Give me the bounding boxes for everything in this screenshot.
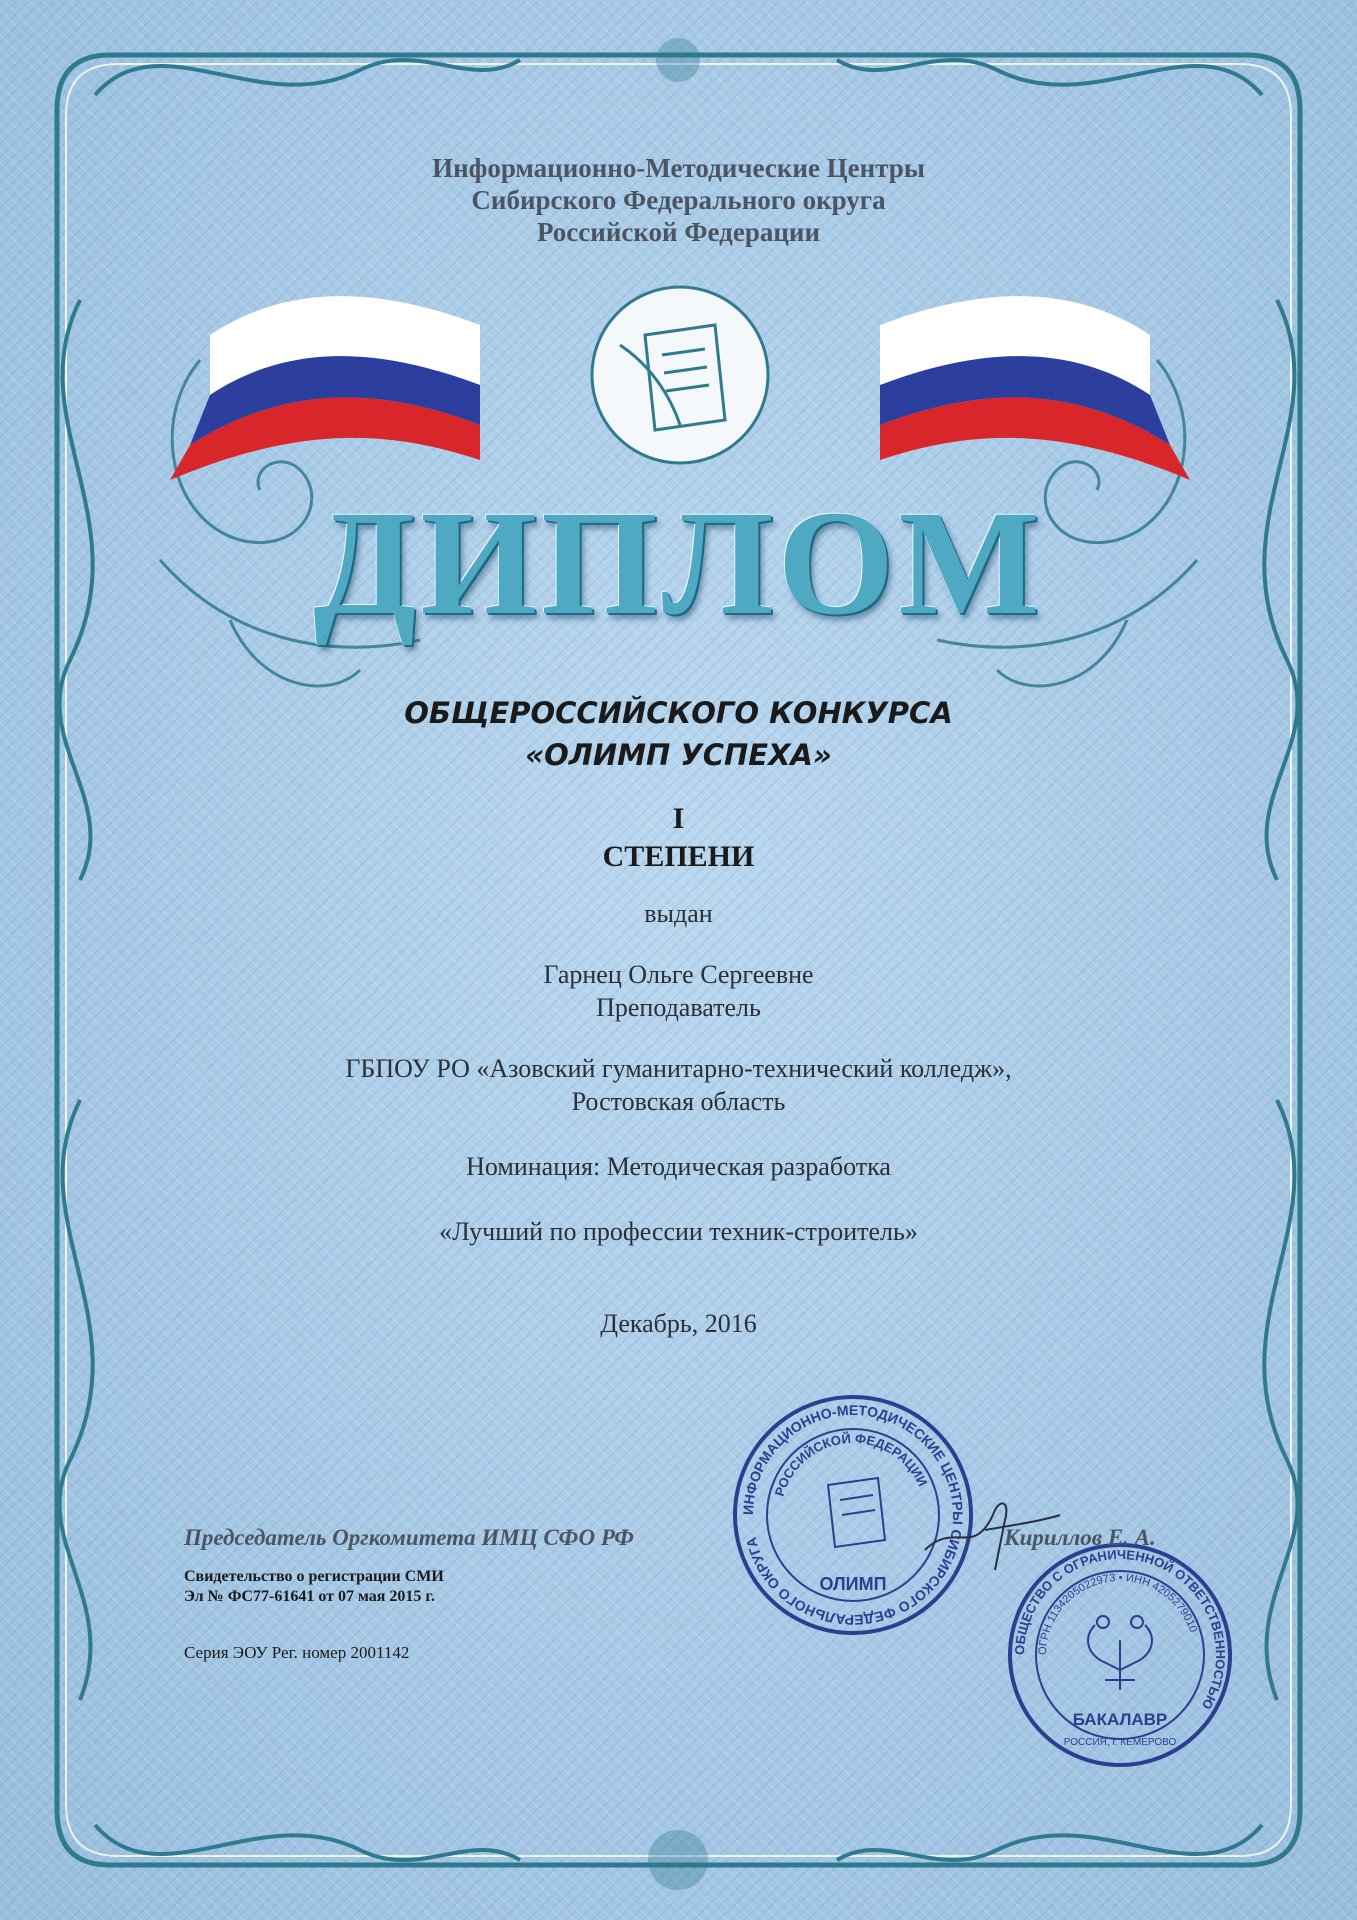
organization-header — [0, 152, 1357, 248]
chair-title: Председатель Оргкомитета ИМЦ СФО РФ — [184, 1525, 634, 1550]
bakalavr-stamp-city: РОССИЯ, г. КЕМЕРОВО — [1063, 1737, 1177, 1748]
registration-info — [184, 1567, 444, 1607]
contest-name — [0, 692, 1357, 776]
org-line-3: Российской Федерации — [536, 217, 821, 247]
org-line-2: Сибирского Федерального округа — [471, 185, 886, 215]
recipient-block — [0, 958, 1357, 1024]
work-title: «Лучший по профессии техник-строитель» — [439, 1217, 918, 1246]
institution-name: ГБПОУ РО «Азовский гуманитарно-технический колледж», — [345, 1054, 1012, 1083]
diploma-title: ДИПЛОМ — [313, 480, 1044, 646]
svg-text:ОГРН 1134205022973 • ИНН 42052 — [1037, 1572, 1199, 1655]
contest-line-1: ОБЩЕРОССИЙСКОГО КОНКУРСА — [404, 696, 953, 730]
org-line-1: Информационно-Методические Центры — [432, 153, 925, 183]
recipient-position: Преподаватель — [596, 993, 761, 1022]
degree-label: СТЕПЕНИ — [602, 840, 755, 873]
flag-ribbon — [150, 255, 1210, 495]
registration-line-1: Свидетельство о регистрации СМИ — [184, 1568, 444, 1585]
degree-number: I — [672, 802, 685, 835]
series-number: Серия ЭОУ Рег. номер 2001142 — [184, 1643, 410, 1662]
institution-block — [0, 1052, 1357, 1118]
bakalavr-stamp-ogrn: ОГРН 1134205022973 • ИНН 4205279010 — [1036, 1571, 1200, 1656]
issue-date: Декабрь, 2016 — [600, 1309, 757, 1338]
contest-line-2: «ОЛИМП УСПЕХА» — [525, 738, 832, 772]
institution-region: Ростовская область — [571, 1087, 786, 1116]
imc-stamp-outer-text: ИНФОРМАЦИОННО-МЕТОДИЧЕСКИЕ ЦЕНТРЫ СИБИРСКОГО ФЕДЕРАЛЬНОГО ОКРУГА — [739, 1401, 967, 1629]
issued-label: выдан — [644, 899, 713, 928]
imc-stamp-center-text: ОЛИМП — [819, 1574, 887, 1594]
imc-stamp-inner-text: РОССИЙСКОЙ ФЕДЕРАЦИИ — [771, 1430, 931, 1499]
svg-text:РОССИЙСКОЙ ФЕДЕРАЦИИ — [772, 1431, 931, 1498]
double-headed-eagle-icon — [1088, 1616, 1152, 1690]
chair-name: Кириллов Е. А. — [1004, 1525, 1156, 1550]
degree-block — [0, 800, 1357, 876]
bakalavr-stamp-outer-text: ОБЩЕСТВО С ОГРАНИЧЕННОЙ ОТВЕТСТВЕННОСТЬЮ — [1011, 1546, 1229, 1712]
nomination: Номинация: Методическая разработка — [466, 1152, 891, 1181]
scroll-quill-icon — [828, 1478, 885, 1547]
recipient-name: Гарнец Ольге Сергеевне — [543, 960, 814, 989]
bakalavr-stamp-center-text: БАКАЛАВР — [1072, 1710, 1168, 1729]
registration-line-2: Эл № ФС77-61641 от 07 мая 2015 г. — [184, 1588, 435, 1605]
